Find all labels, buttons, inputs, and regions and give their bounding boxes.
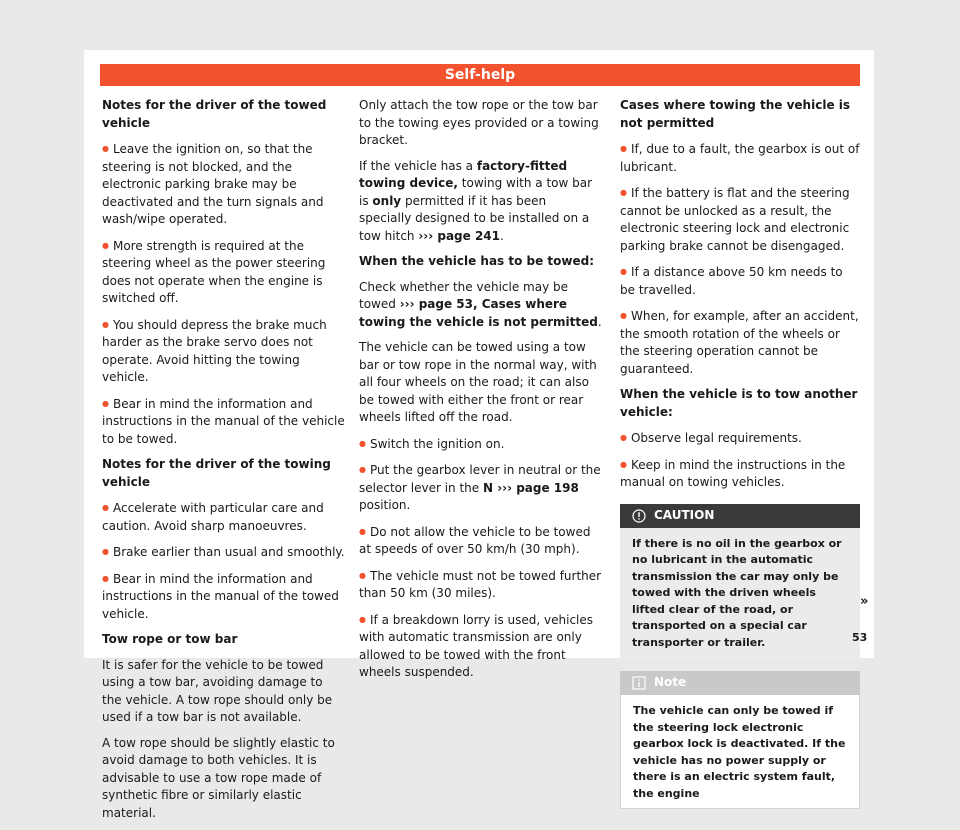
paragraph-towing-methods: The vehicle can be towed using a tow bar or tow rope in the normal way, with all four wheels on the road; it can also be towed with either the front or rear wheels lifted off the road. xyxy=(359,340,597,424)
note-header xyxy=(620,671,860,695)
bullet-brake-harder: ● You should depress the brake much harder as the brake servo does not operate. Avoid hitting the towing vehicle. xyxy=(102,316,345,387)
caution-header xyxy=(620,504,860,528)
heading-towing-driver: Notes for the driver of the towing vehicle xyxy=(102,457,331,489)
bullet-speed-limit: ● Do not allow the vehicle to be towed at speeds of over 50 km/h (30 mph). xyxy=(359,523,602,559)
paragraph-tow-bar-safer: It is safer for the vehicle to be towed using a tow bar, avoiding damage to the vehicle. A tow rope should only be used if a tow bar is not available. xyxy=(102,657,333,724)
bullet-legal-requirements: ● Observe legal requirements. xyxy=(620,429,860,448)
note-box xyxy=(620,671,860,809)
column-1 xyxy=(102,97,345,830)
bullet-manual-towed: ● Bear in mind the information and instructions in the manual of the vehicle to be towed. xyxy=(102,395,345,449)
bullet-distance-50km: ● If a distance above 50 km needs to be travelled. xyxy=(620,263,860,299)
bullet-flat-battery: ● If the battery is flat and the steering cannot be unlocked as a result, the electronic steering lock and electronic parking brake cannot be disengaged. xyxy=(620,184,860,255)
heading-vehicle-towed: When the vehicle has to be towed: xyxy=(359,254,595,268)
caution-icon xyxy=(632,509,646,523)
bullet-manual-instructions: ● Keep in mind the instructions in the manual on towing vehicles. xyxy=(620,456,860,492)
paragraph-check-towed: Check whether the vehicle may be towed ››› page 53, Cases where towing the vehicle is not permitted. xyxy=(359,279,602,329)
bullet-manual-towing: ● Bear in mind the information and instructions in the manual of the towed vehicle. xyxy=(102,570,345,624)
heading-tow-rope: Tow rope or tow bar xyxy=(102,632,238,646)
note-title: Note xyxy=(654,675,687,690)
caution-box xyxy=(620,504,860,660)
heading-tow-another: When the vehicle is to tow another vehicle: xyxy=(620,387,858,419)
paragraph-attach-rope: Only attach the tow rope or the tow bar to the towing eyes provided or a towing bracket. xyxy=(359,98,599,147)
bullet-after-accident: ● When, for example, after an accident, the smooth rotation of the wheels or the steering operation cannot be guaranteed. xyxy=(620,307,860,378)
bullet-distance-limit: ● The vehicle must not be towed further than 50 km (30 miles). xyxy=(359,567,602,603)
page-link-241[interactable]: ››› page 241 xyxy=(418,228,500,243)
bullet-steering-strength: ● More strength is required at the steering wheel as the power steering does not operate when the engine is switched off. xyxy=(102,237,345,308)
bullet-breakdown-lorry: ● If a breakdown lorry is used, vehicles with automatic transmission are only allowed to be towed with the front wheels suspended. xyxy=(359,611,602,682)
bullet-accelerate: ● Accelerate with particular care and caution. Avoid sharp manoeuvres. xyxy=(102,499,345,535)
continue-marker: » xyxy=(860,594,869,609)
page-link-53[interactable]: ››› page 53, Cases where towing the vehicle is not permitted xyxy=(359,297,598,329)
info-icon xyxy=(632,676,646,690)
bullet-brake-earlier: ● Brake earlier than usual and smoothly. xyxy=(102,543,345,562)
bullet-gear-neutral: ● Put the gearbox lever in neutral or the selector lever in the N ››› page 198 position. xyxy=(359,461,602,515)
caution-title: CAUTION xyxy=(654,507,715,522)
paragraph-factory-towing: If the vehicle has a factory-fitted towing device, towing with a tow bar is only permitted if it has been specially designed to be installed on a tow hitch ››› page 241. xyxy=(359,158,593,243)
page-number: 53 xyxy=(852,631,868,644)
bullet-ignition-on: ● Leave the ignition on, so that the steering is not blocked, and the electronic parking brake may be deactivated and the turn signals and wash/wipe operated. xyxy=(102,140,345,229)
column-3 xyxy=(620,97,860,809)
note-text: The vehicle can only be towed if the steering lock electronic gearbox lock is deactivated. If the vehicle has no power supply or there is an electric system fault, the engine xyxy=(620,695,860,809)
section-header xyxy=(100,64,860,86)
bullet-no-lubricant: ● If, due to a fault, the gearbox is out of lubricant. xyxy=(620,140,860,176)
caution-text: If there is no oil in the gearbox or no lubricant in the automatic transmission the car may only be towed with the driven wheels lifted clear of the road, or transported on a special car transporter or trailer. xyxy=(620,528,860,660)
heading-towed-driver: Notes for the driver of the towed vehicle xyxy=(102,98,327,130)
page-link-198[interactable]: N ››› page 198 xyxy=(482,480,579,495)
section-title: Self-help xyxy=(444,67,516,83)
column-2 xyxy=(359,97,602,690)
heading-towing-not-permitted: Cases where towing the vehicle is not permitted xyxy=(620,98,851,130)
bullet-switch-ignition: ● Switch the ignition on. xyxy=(359,435,602,454)
paragraph-rope-elastic: A tow rope should be slightly elastic to avoid damage to both vehicles. It is advisable to use a tow rope made of synthetic fibre or similarly elastic material. xyxy=(102,735,335,820)
